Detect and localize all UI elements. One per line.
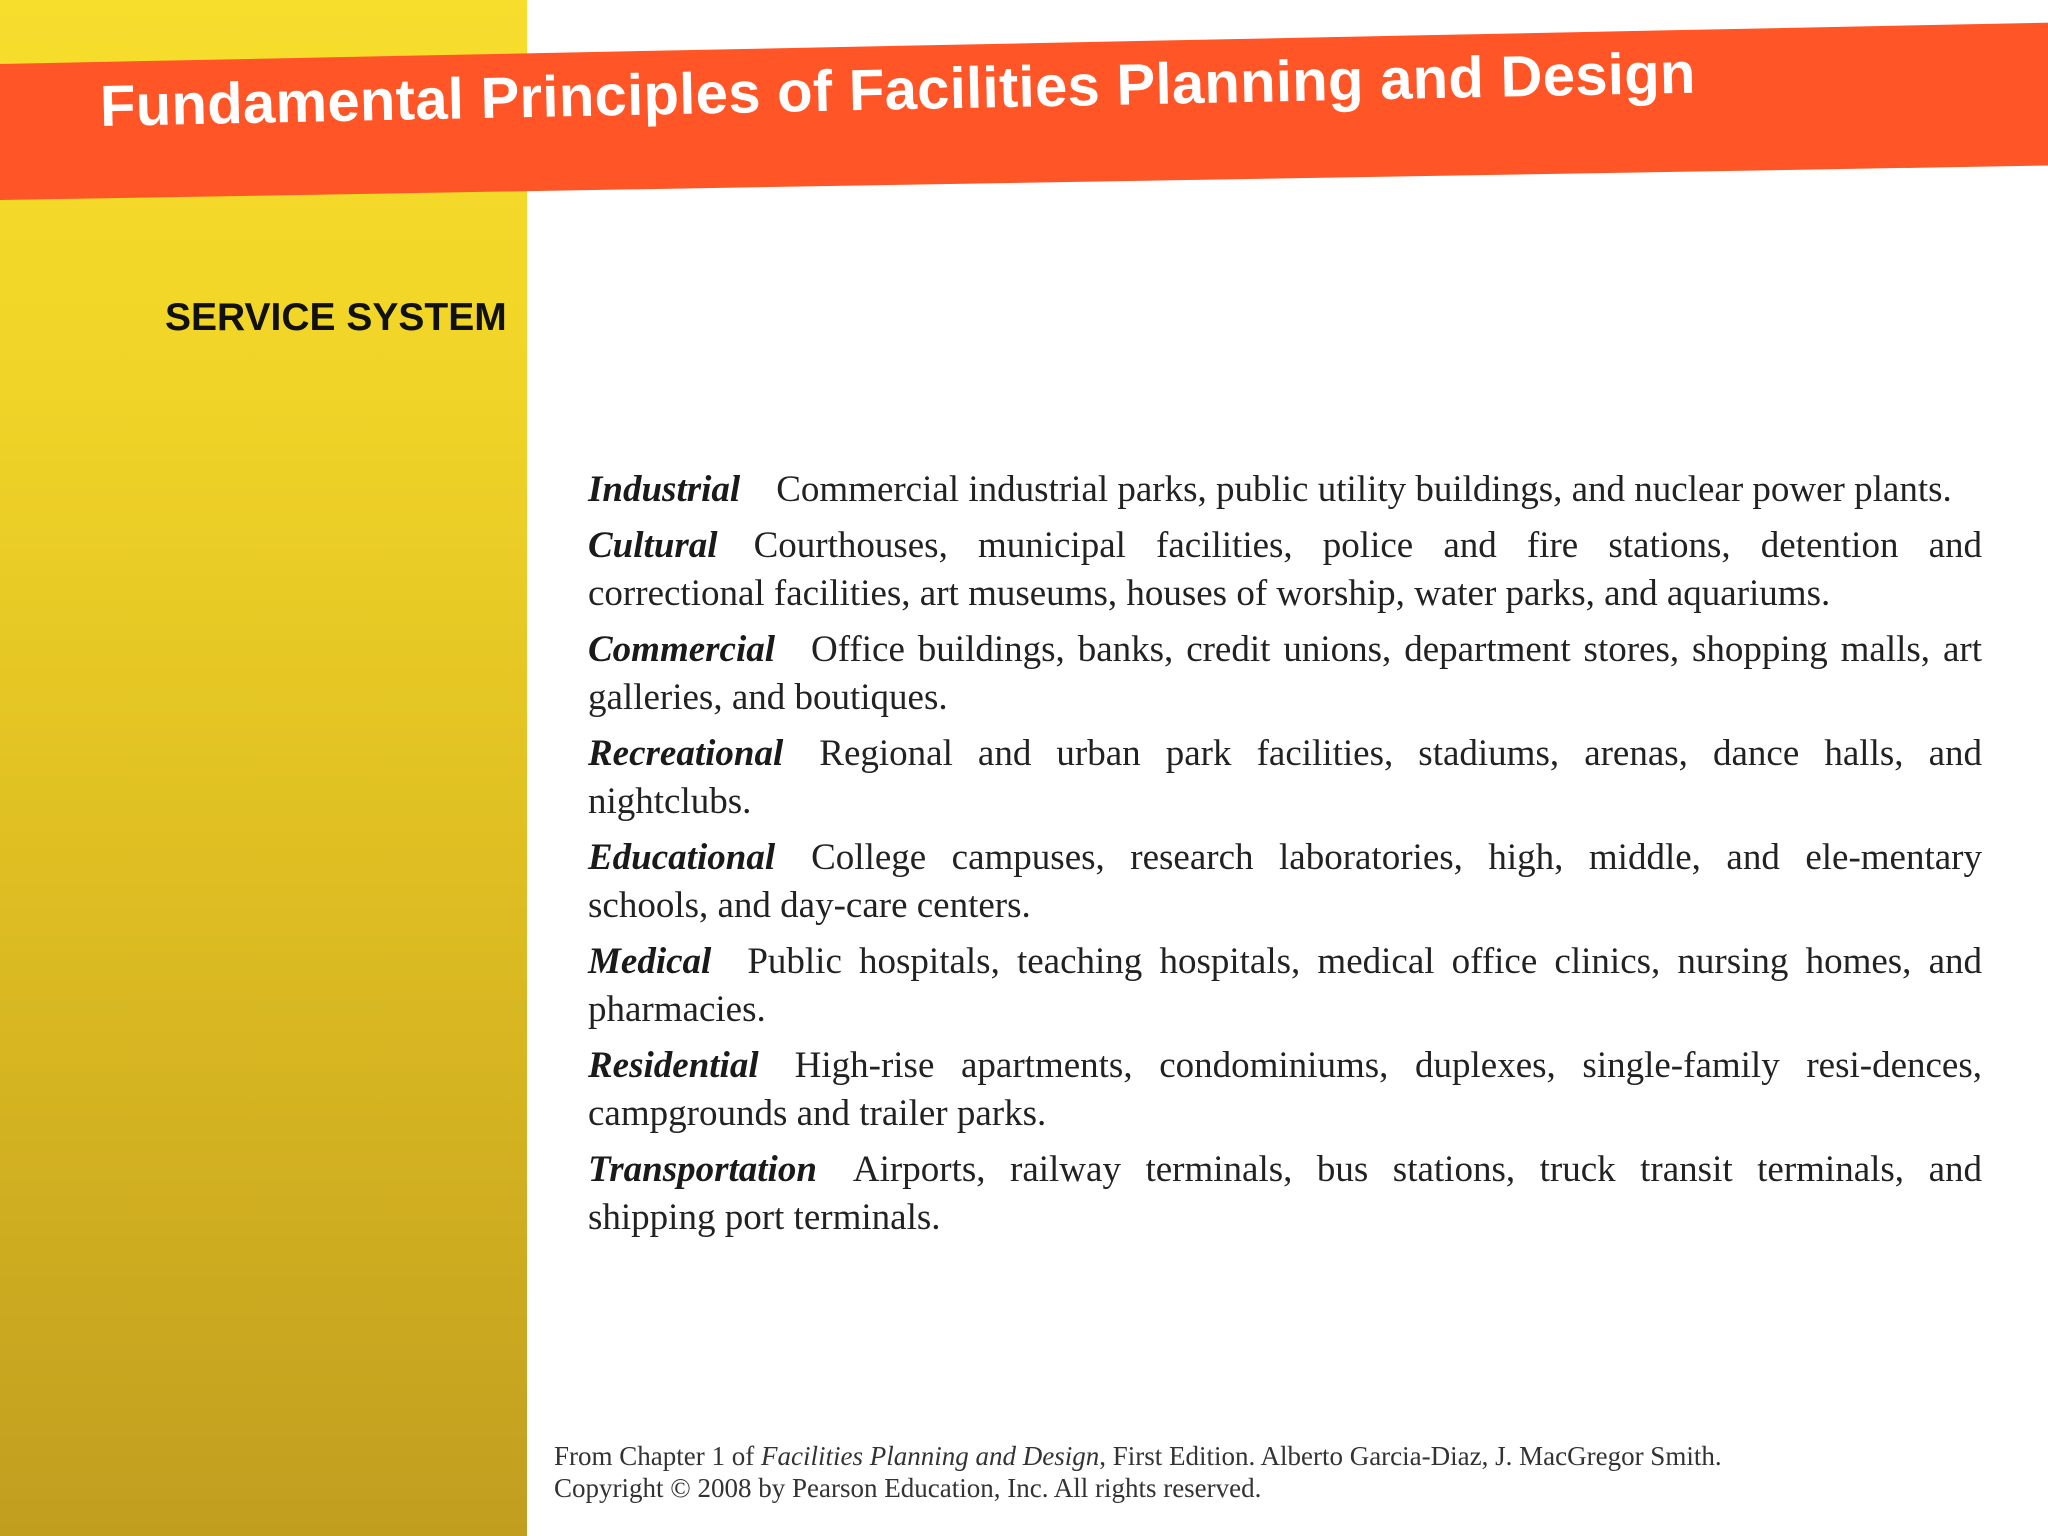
entry-medical: [588, 938, 1982, 1034]
citation-book-title: Facilities Planning and Design: [760, 1441, 1100, 1471]
section-label: SERVICE SYSTEM: [165, 296, 507, 339]
entry-term: Commercial: [588, 629, 776, 670]
entry-description: Public hospitals, teaching hospitals, medical office clinics, nursing homes, and pharmacies.: [588, 941, 1982, 1030]
entry-description: Courthouses, municipal facilities, police and fire stations, detention and correctional facilities, art museums, houses of worship, water parks, and aquariums.: [588, 525, 1982, 614]
entry-recreational: [588, 730, 1982, 826]
entry-description: Airports, railway terminals, bus stations, truck transit terminals, and shipping port terminals.: [588, 1149, 1982, 1238]
entry-term: Recreational: [588, 733, 784, 774]
citation-suffix: , First Edition. Alberto Garcia-Diaz, J. MacGregor Smith. Copyright © 2008 by Pearson Education, Inc. All rights reserved.: [554, 1441, 1722, 1503]
source-citation: [554, 1440, 1794, 1504]
slide-title: Fundamental Principles of Facilities Planning and Design: [99, 40, 1697, 139]
entry-commercial: [588, 626, 1982, 722]
entry-residential: [588, 1042, 1982, 1138]
entry-term: Transportation: [588, 1149, 817, 1190]
citation-prefix: From Chapter 1 of: [554, 1441, 761, 1471]
entry-educational: [588, 834, 1982, 930]
entry-industrial: [588, 466, 1982, 514]
entry-term: Educational: [588, 837, 776, 878]
entry-term: Cultural: [588, 525, 718, 566]
entry-term: Industrial: [588, 469, 741, 510]
entry-description: Regional and urban park facilities, stadiums, arenas, dance halls, and nightclubs.: [588, 733, 1982, 822]
entry-cultural: [588, 522, 1982, 618]
entry-transportation: [588, 1146, 1982, 1242]
entry-term: Medical: [588, 941, 712, 982]
entry-description: Office buildings, banks, credit unions, department stores, shopping malls, art galleries, and boutiques.: [588, 629, 1982, 718]
yellow-sidebar: [0, 0, 527, 1536]
facility-type-list: [588, 466, 1982, 1250]
entry-description: High-rise apartments, condominiums, duplexes, single-family resi-dences, campgrounds and trailer parks.: [588, 1045, 1982, 1134]
entry-description: Commercial industrial parks, public utility buildings, and nuclear power plants.: [776, 469, 1952, 510]
entry-description: College campuses, research laboratories, high, middle, and ele-mentary schools, and day-care centers.: [588, 837, 1982, 926]
entry-term: Residential: [588, 1045, 759, 1086]
